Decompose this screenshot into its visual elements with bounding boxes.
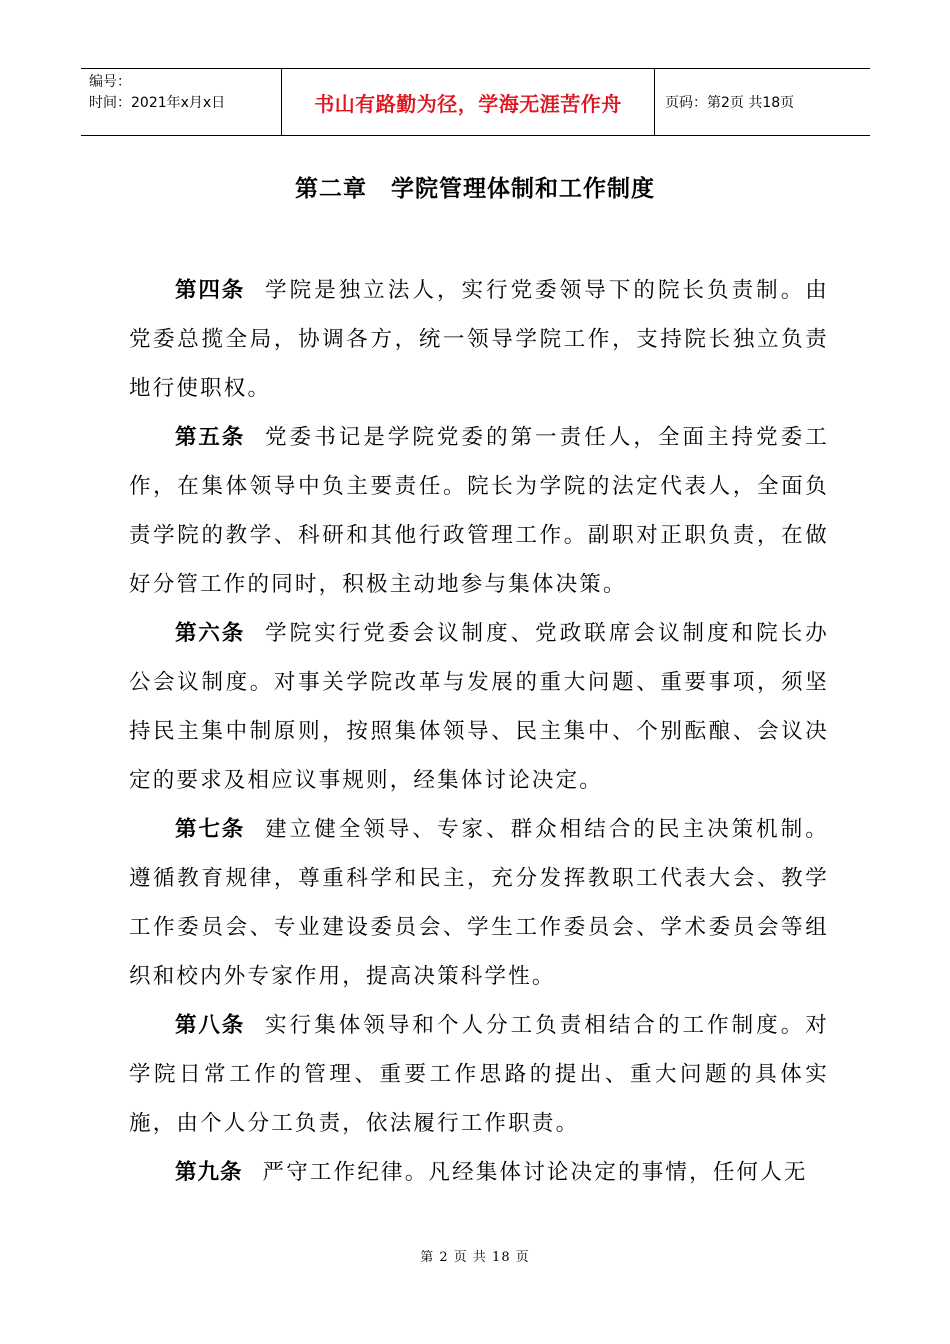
- article-5: [129, 413, 829, 609]
- article-text: 学院是独立法人，实行党委领导下的院长负责制。由党委总揽全局，协调各方，统一领导学院工作，支持院长独立负责地行使职权。: [129, 278, 829, 401]
- page-footer: 第 2 页 共 18 页: [420, 1250, 530, 1265]
- article-text: 实行集体领导和个人分工负责相结合的工作制度。对学院日常工作的管理、重要工作思路的提出、重大问题的具体实施，由个人分工负责，依法履行工作职责。: [129, 1013, 829, 1136]
- header-left-cell: [81, 69, 281, 135]
- article-number: 第四条: [175, 278, 246, 303]
- article-text: 党委书记是学院党委的第一责任人，全面主持党委工作，在集体领导中负主要责任。院长为学院的法定代表人，全面负责学院的教学、科研和其他行政管理工作。副职对正职负责，在做好分管工作的同时，积极主动地参与集体决策。: [129, 425, 829, 597]
- article-8: [129, 1001, 829, 1148]
- article-number: 第七条: [175, 817, 246, 842]
- article-number: 第八条: [175, 1013, 246, 1038]
- article-4: [129, 266, 829, 413]
- page-header: [81, 68, 870, 136]
- document-time-label: 时间：2021年x月x日: [89, 95, 226, 111]
- document-number-label: 编号：: [89, 74, 131, 90]
- article-7: [129, 805, 829, 1001]
- header-motto: 书山有路勤为径，学海无涯苦作舟: [281, 69, 655, 135]
- article-6: [129, 609, 829, 805]
- article-text: 严守工作纪律。凡经集体讨论决定的事情，任何人无: [262, 1160, 808, 1185]
- article-9: [129, 1148, 829, 1197]
- article-number: 第六条: [175, 621, 246, 646]
- article-text: 建立健全领导、专家、群众相结合的民主决策机制。遵循教育规律，尊重科学和民主，充分发挥教职工代表大会、教学工作委员会、专业建设委员会、学生工作委员会、学术委员会等组织和校内外专家作用，提高决策科学性。: [129, 817, 829, 989]
- article-text: 学院实行党委会议制度、党政联席会议制度和院长办公会议制度。对事关学院改革与发展的重大问题、重要事项，须坚持民主集中制原则，按照集体领导、民主集中、个别酝酿、会议决定的要求及相应议事规则，经集体讨论决定。: [129, 621, 829, 793]
- header-page-info: 页码：第2页 共18页: [665, 95, 795, 111]
- document-body: [129, 266, 829, 1197]
- chapter-title: 第二章 学院管理体制和工作制度: [295, 176, 655, 202]
- article-number: 第五条: [175, 425, 246, 450]
- article-number: 第九条: [175, 1160, 243, 1185]
